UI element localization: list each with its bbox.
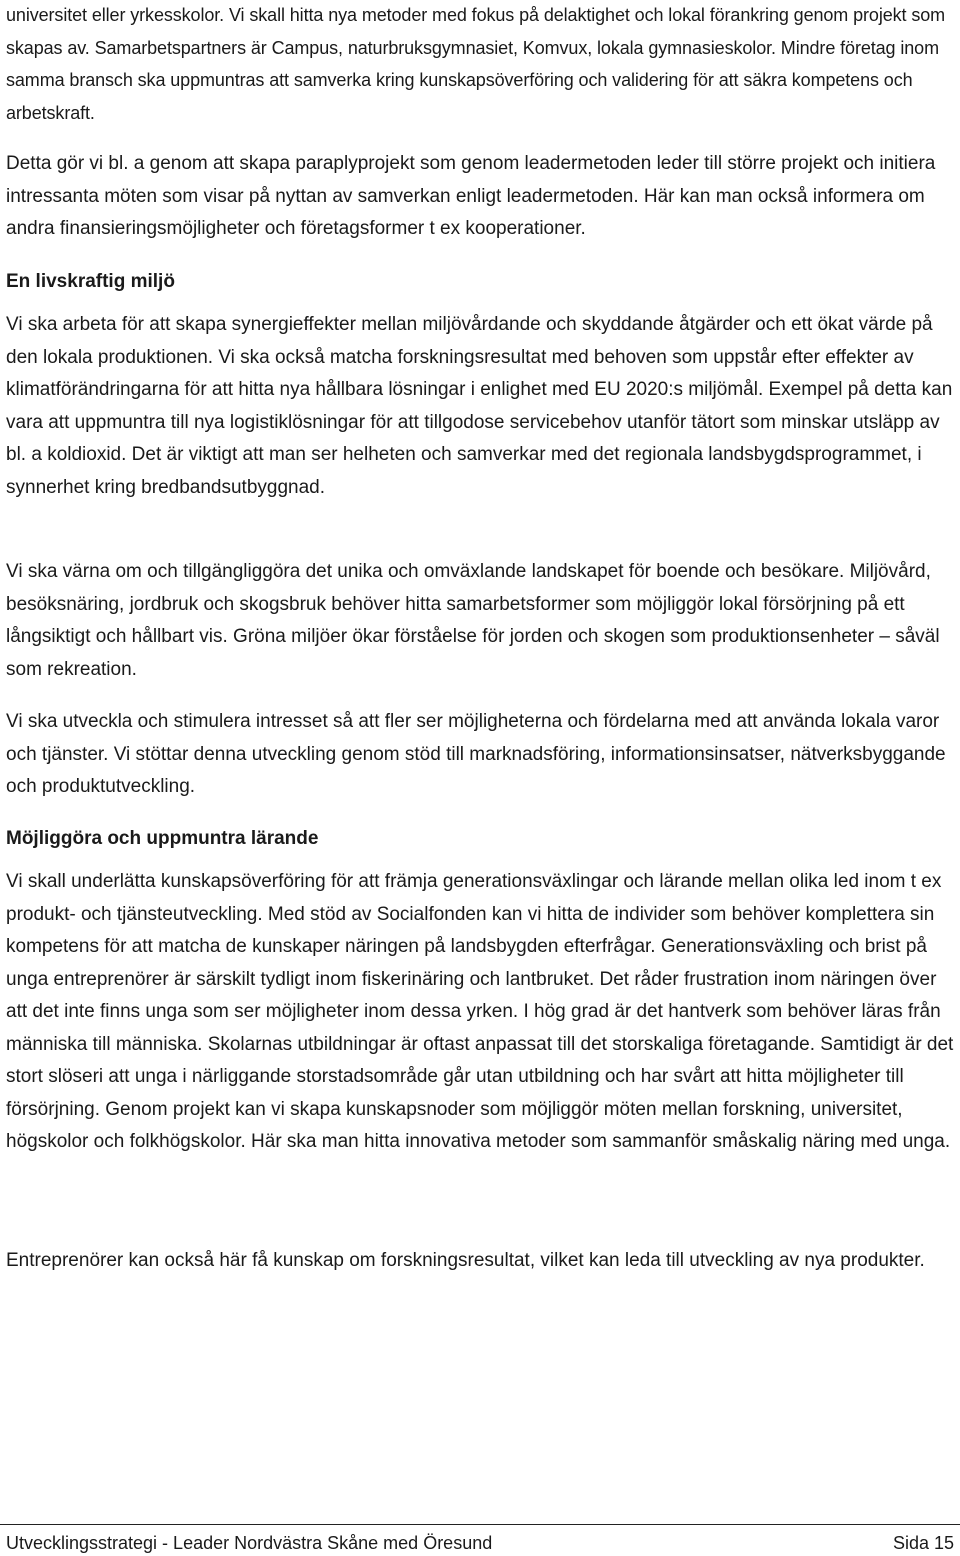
detta-paragraph: Detta gör vi bl. a genom att skapa paraplyprojekt som genom leadermetoden leder till större projekt och initiera intressanta möten som visar på nyttan av samverkan enligt leadermetoden. Här kan man också informera om andra finansieringsmöjligheter och företagsformer t ex kooperationer. xyxy=(6,153,936,239)
paragraph-lokala-varor: Vi ska utveckla och stimulera intresset så att fler ser möjligheterna och fördelarna med att använda lokala varor och tjänster. Vi stöttar denna utveckling genom stöd till marknadsföring, informationsinsatser, nätverksbyggande och produktutveckling. xyxy=(6,711,946,797)
intro-paragraph: universitet eller yrkesskolor. Vi skall hitta nya metoder med fokus på delaktighet och lokal förankring genom projekt som skapas av. Samarbetspartners är Campus, naturbruksgymnasiet, Komvux, lokala gymnasieskolor. Mindre företag inom samma bransch ska uppmuntras att samverka kring kunskapsöverföring och validering för att säkra kompetens och arbetskraft. xyxy=(6,5,946,123)
paragraph-synergieffekter: Vi ska arbeta för att skapa synergieffekter mellan miljövårdande och skyddande åtgärder och ett ökat värde på den lokala produktionen. Vi ska också matcha forskningsresultat med behoven som uppstår efter effekter av klimatförändringarna för att hitta nya hållbara lösningar i enlighet med EU 2020:s miljömål. Exempel på detta kan vara att uppmuntra till nya logistiklösningar för att tillgodose servicebehov utanför tätort som minskar utsläpp av bl. a koldioxid. Det är viktigt att man ser helheten och samverkar med det regionala landsbygdsprogrammet, i synnerhet kring bredbandsutbyggnad. xyxy=(6,314,953,498)
paragraph-landskapet: Vi ska värna om och tillgängliggöra det unika och omväxlande landskapet för boende och besökare. Miljövård, besöksnäring, jordbruk och skogsbruk behöver hitta samarbetsformer som möjliggör lokal försörjning på ett långsiktigt och hållbart vis. Gröna miljöer ökar förståelse för jorden och skogen som produktionsenheter – såväl som rekreation. xyxy=(6,561,940,680)
paragraph-kunskapsoverforing: Vi skall underlätta kunskapsöverföring för att främja generationsväxlingar och lärande mellan olika led inom t ex produkt- och tjänsteutveckling. Med stöd av Socialfonden kan vi hitta de individer som behöver komplettera sin kompetens för att matcha de kunskaper näringen på landsbygden efterfrågar. Generationsväxling och brist på unga entreprenörer är särskilt tydligt inom fiskerinäring och lantbruket. Det råder frustration inom näringen över att det inte finns unga som ser möjligheter inom dessa yrken. I hög grad är det hantverk som behöver läras från människa till människa. Skolarnas utbildningar är oftast anpassat till det storskaliga företagande. Samtidigt är det stort slöseri att unga i närliggande storstadsområde går utan utbildning och har svårt att hitta möjligheter till försörjning. Genom projekt kan vi skapa kunskapsnoder som möjliggör möten mellan forskning, universitet, högskolor och folkhögskolor. Här ska man hitta innovativa metoder som sammanför småskalig näring med unga. xyxy=(6,871,954,1152)
page-number: Sida 15 xyxy=(892,1533,954,1553)
section-heading-livskraftig-miljo: En livskraftig miljö xyxy=(6,271,175,292)
page-footer xyxy=(6,1530,954,1556)
section-heading-larande: Möjliggöra och uppmuntra lärande xyxy=(6,828,319,849)
paragraph-entreprenorer: Entreprenörer kan också här få kunskap om forskningsresultat, vilket kan leda till utveckling av nya produkter. xyxy=(6,1250,925,1271)
footer-divider xyxy=(0,1524,960,1525)
footer-title: Utvecklingsstrategi - Leader Nordvästra Skåne med Öresund xyxy=(6,1533,493,1553)
